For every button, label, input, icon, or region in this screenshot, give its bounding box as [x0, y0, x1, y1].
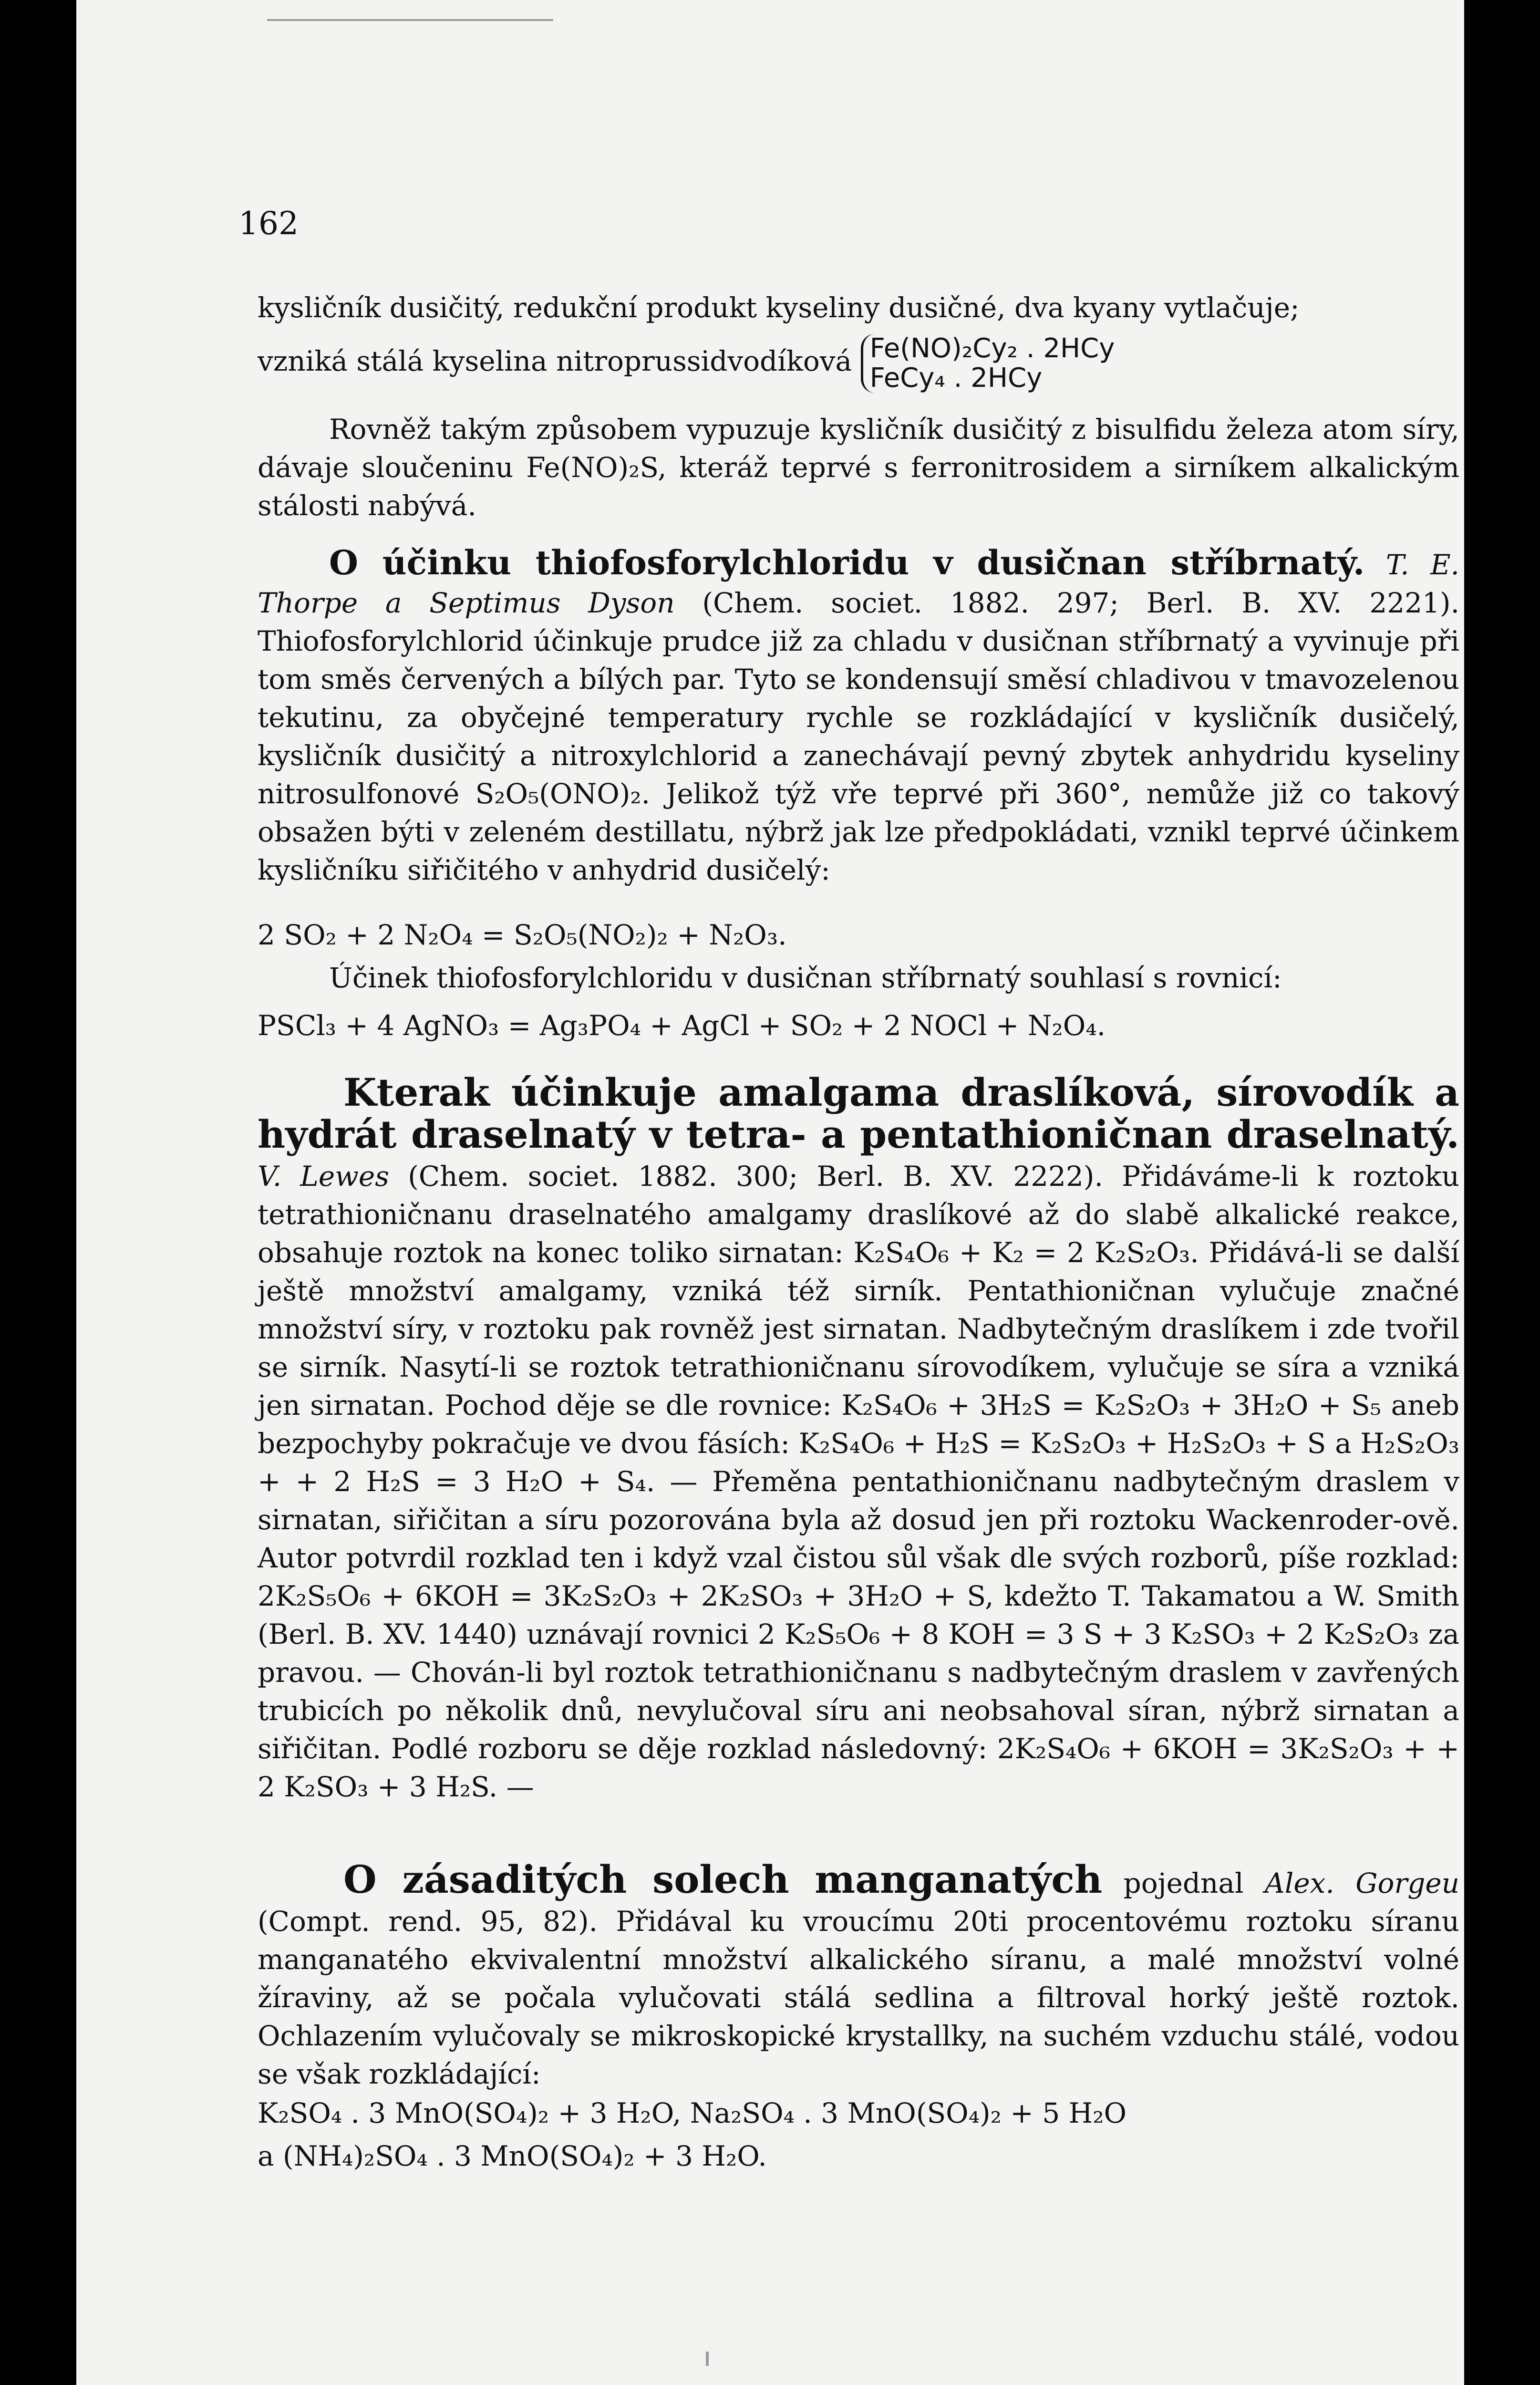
intro-line-2-text: vzniká stálá kyselina nitroprussidvodíková	[258, 345, 852, 378]
formula-bottom: FeCy₄ . 2HCy	[869, 363, 1043, 394]
section1-paragraph	[258, 544, 1459, 889]
section3-paragraph	[258, 1857, 1459, 2093]
section3-lead: pojednal	[1123, 1867, 1244, 1899]
nitroprusside-formula	[861, 334, 1115, 393]
intro-paragraph: Rovněž takým způsobem vypuzuje kysličník dusičitý z bisulfidu železa atom síry, dávaje sloučeninu Fe(NO)₂S, kteráž teprvé s ferronitrosidem a sirníkem alkalickým stálosti nabývá.	[258, 413, 1459, 522]
intro-line-2	[258, 334, 1459, 393]
section1-equation-2: PSCl₃ + 4 AgNO₃ = Ag₃PO₄ + AgCl + SO₂ + 2 NOCl + N₂O₄.	[258, 1009, 1106, 1042]
section3-body: (Compt. rend. 95, 82). Přidával ku vroucímu 20ti procentovému roztoku síranu manganatého ekvivalentní množství alkalického síranu, a malé množství volné žíraviny, až se počala vylučovati stálá sedlina a filtroval horký ještě roztok. Ochlazením vylučovaly se mikroskopické krystallky, na suchém vzduchu stálé, vodou se však rozkládající:	[258, 1905, 1459, 2090]
section1-citation: (Chem. societ. 1882. 297; Berl. B. XV. 2221).	[702, 587, 1459, 619]
section2-author: V. Lewes	[258, 1160, 389, 1192]
section1-equation-1: 2 SO₂ + 2 N₂O₄ = S₂O₅(NO₂)₂ + N₂O₃.	[258, 919, 787, 951]
section3-equation-1: K₂SO₄ . 3 MnO(SO₄)₂ + 3 H₂O, Na₂SO₄ . 3 MnO(SO₄)₂ + 5 H₂O	[258, 2097, 1127, 2129]
scan-mark-bottom	[706, 2352, 709, 2366]
section3-author: Alex. Gorgeu	[1264, 1867, 1459, 1899]
section1-author: T. E. Thorpe a Septimus Dyson	[258, 549, 1459, 619]
section1-body: Thiofosforylchlorid účinkuje prudce již za chladu v dusičnan stříbrnatý a vyvinuje při tom směs červených a bílých par. Tyto se kondensují směsí chladivou v tmavozelenou tekutinu, za obyčejné temperatury rychle se rozkládající v kysličník dusičelý, kysličník dusičitý a nitroxylchlorid a zanechávají pevný zbytek anhydridu kyseliny nitrosulfonové S₂O₅(ONO)₂. Jelikož týž vře teprvé při 360°, nemůže již co takový obsažen býti v zeleném destillatu, nýbrž jak lze předpokládati, vznikl teprvé účinkem kysličníku siřičitého v anhydrid dusičelý:	[258, 625, 1459, 886]
scan-mark-top	[267, 19, 553, 21]
section1-title: O účinku thiofosforylchloridu v dusičnan stříbrnatý.	[329, 543, 1365, 582]
page-number: 162	[238, 205, 299, 242]
section2-body: (Chem. societ. 1882. 300; Berl. B. XV. 2222). Přidáváme-li k roztoku tetrathioničnanu draselnatého amalgamy draslíkové až do slabě alkalické reakce, obsahuje roztok na konec toliko sirnatan: K₂S₄O₆ + K₂ = 2 K₂S₂O₃. Přidává-li se další ještě množství amalgamy, vzniká též sirník. Pentathioničnan vylučuje značné množství síry, v roztoku pak rovněž jest sirnatan. Nadbytečným draslíkem i zde tvořil se sirník. Nasytí-li se roztok tetrathioničnanu sírovodíkem, vylučuje se síra a vzniká jen sirnatan. Pochod děje se dle rovnice: K₂S₄O₆ + 3H₂S = K₂S₂O₃ + 3H₂O + S₅ aneb bezpochyby pokračuje ve dvou fásích: K₂S₄O₆ + H₂S = K₂S₂O₃ + H₂S₂O₃ + S a H₂S₂O₃ + + 2 H₂S = 3 H₂O + S₄. — Přeměna pentathioničnanu nadbytečným draslem v sirnatan, siřičitan a síru pozorována byla až dosud jen při roztoku Wackenroder-ově. Autor potvrdil rozklad ten i když vzal čistou sůl však dle svých rozborů, píše rozklad: 2K₂S₅O₆ + 6KOH = 3K₂S₂O₃ + 2K₂SO₃ + 3H₂O + S, kdežto T. Takamatou a W. Smith (Berl. B. XV. 1440) uznávají rovnici 2 K₂S₅O₆ + 8 KOH = 3 S + 3 K₂SO₃ + 2 K₂S₂O₃ za pravou. — Chován-li byl roztok tetrathioničnanu s nadbytečným draslem v zavřených trubicích po několik dnů, nevylučoval síru ani neobsahoval síran, nýbrž sirnatan a siřičitan. Podlé rozboru se děje rozklad následovný: 2K₂S₄O₆ + 6KOH = 3K₂S₂O₃ + + 2 K₂SO₃ + 3 H₂S. —	[258, 1160, 1460, 1803]
intro-line-1: kysličník dusičitý, redukční produkt kyseliny dusičné, dva kyany vytlačuje;	[258, 291, 1300, 324]
formula-top: Fe(NO)₂Cy₂ . 2HCy	[869, 333, 1115, 364]
section1-transition: Účinek thiofosforylchloridu v dusičnan stříbrnatý souhlasí s rovnicí:	[329, 962, 1282, 994]
section3-equation-2: a (NH₄)₂SO₄ . 3 MnO(SO₄)₂ + 3 H₂O.	[258, 2140, 767, 2172]
section2-paragraph	[258, 1070, 1460, 1806]
scanned-page	[76, 0, 1464, 2385]
section3-title: O zásaditých solech manganatých	[343, 1857, 1103, 1902]
section2-title: Kterak účinkuje amalgama draslíková, sírovodík a hydrát draselnatý v tetra- a pentathioničnan draselnatý.	[258, 1070, 1459, 1157]
